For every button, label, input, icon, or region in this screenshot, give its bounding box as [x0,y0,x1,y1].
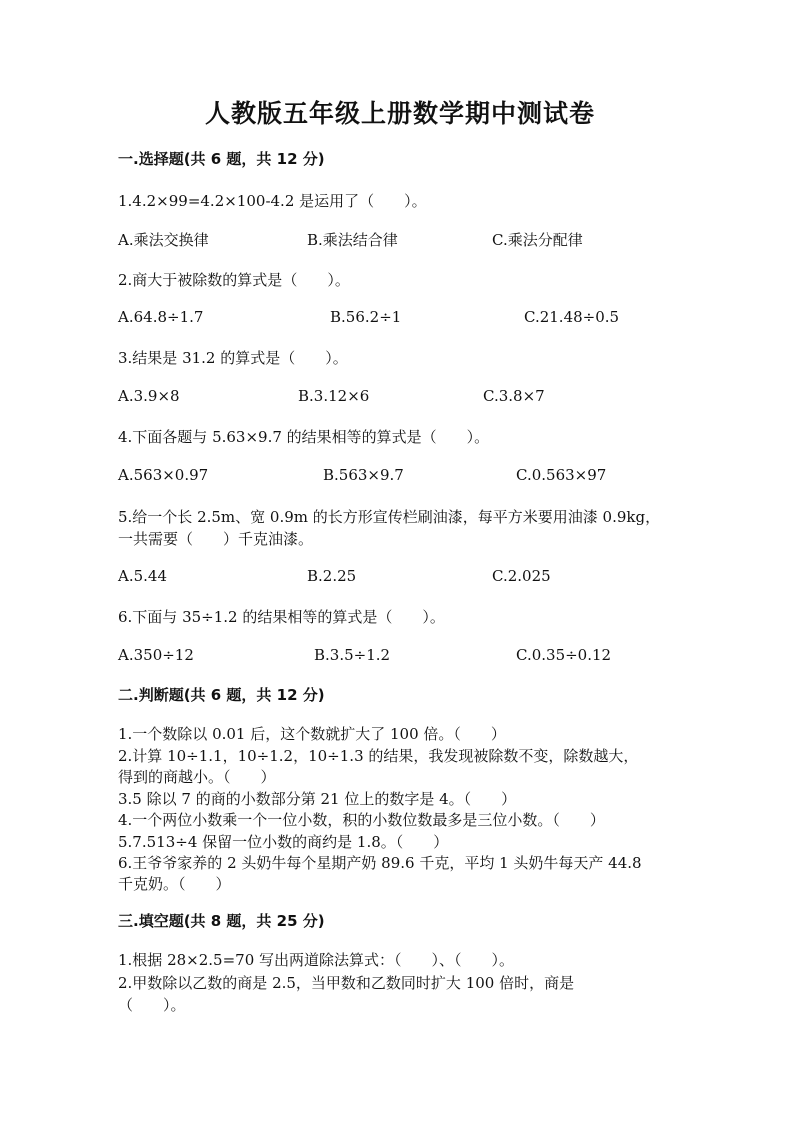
section-heading-choice: 一.选择题(共 6 题，共 12 分) [118,150,325,168]
question-stem: 1.4.2×99=4.2×100-4.2 是运用了（ ）。 [118,192,427,210]
option-c: C.2.025 [492,567,551,585]
fill-line: 2.甲数除以乙数的商是 2.5，当甲数和乙数同时扩大 100 倍时，商是 [118,974,575,992]
option-b: B.56.2÷1 [330,308,402,326]
judge-line: 2.计算 10÷1.1，10÷1.2，10÷1.3 的结果，我发现被除数不变，除数越大， [118,747,639,765]
option-a: A.5.44 [118,567,167,585]
option-a: A.350÷12 [118,646,194,664]
option-b: B.3.5÷1.2 [314,646,391,664]
option-b: B.乘法结合律 [307,231,398,249]
option-a: A.3.9×8 [118,387,180,405]
question-stem: 5.给一个长 2.5m、宽 0.9m 的长方形宣传栏刷油漆，每平方米要用油漆 0.9kg， [118,508,661,526]
option-a: A.64.8÷1.7 [118,308,204,326]
judge-line: 千克奶。（ ） [118,875,231,893]
option-b: B.2.25 [307,567,357,585]
option-a: A.563×0.97 [118,466,209,484]
judge-line: 1.一个数除以 0.01 后，这个数就扩大了 100 倍。（ ） [118,725,506,743]
option-c: C.乘法分配律 [492,231,583,249]
option-c: C.0.35÷0.12 [516,646,612,664]
option-a: A.乘法交换律 [118,231,209,249]
option-c: C.3.8×7 [483,387,545,405]
section-heading-fill: 三.填空题(共 8 题，共 25 分) [118,912,325,930]
question-stem-continued: 一共需要（ ）千克油漆。 [118,530,314,548]
question-stem: 4.下面各题与 5.63×9.7 的结果相等的算式是（ ）。 [118,428,490,446]
judge-line: 4.一个两位小数乘一个一位小数，积的小数位数最多是三位小数。（ ） [118,811,605,829]
section-heading-judge: 二.判断题(共 6 题，共 12 分) [118,686,325,704]
option-b: B.563×9.7 [323,466,404,484]
question-stem: 3.结果是 31.2 的算式是（ ）。 [118,349,348,367]
option-c: C.21.48÷0.5 [524,308,620,326]
judge-line: 5.7.513÷4 保留一位小数的商约是 1.8。（ ） [118,833,449,851]
judge-line: 6.王爷爷家养的 2 头奶牛每个星期产奶 89.6 千克，平均 1 头奶牛每天产 44.8 [118,854,642,872]
fill-line: 1.根据 28×2.5=70 写出两道除法算式：（ ）、（ ）。 [118,951,515,969]
page-title: 人教版五年级上册数学期中测试卷 [204,99,595,128]
judge-line: 3.5 除以 7 的商的小数部分第 21 位上的数字是 4。（ ） [118,790,517,808]
question-stem: 6.下面与 35÷1.2 的结果相等的算式是（ ）。 [118,608,445,626]
fill-line: （ ）。 [118,996,186,1014]
judge-line: 得到的商越小。（ ） [118,768,276,786]
option-b: B.3.12×6 [298,387,370,405]
option-c: C.0.563×97 [516,466,607,484]
question-stem: 2.商大于被除数的算式是（ ）。 [118,271,350,289]
